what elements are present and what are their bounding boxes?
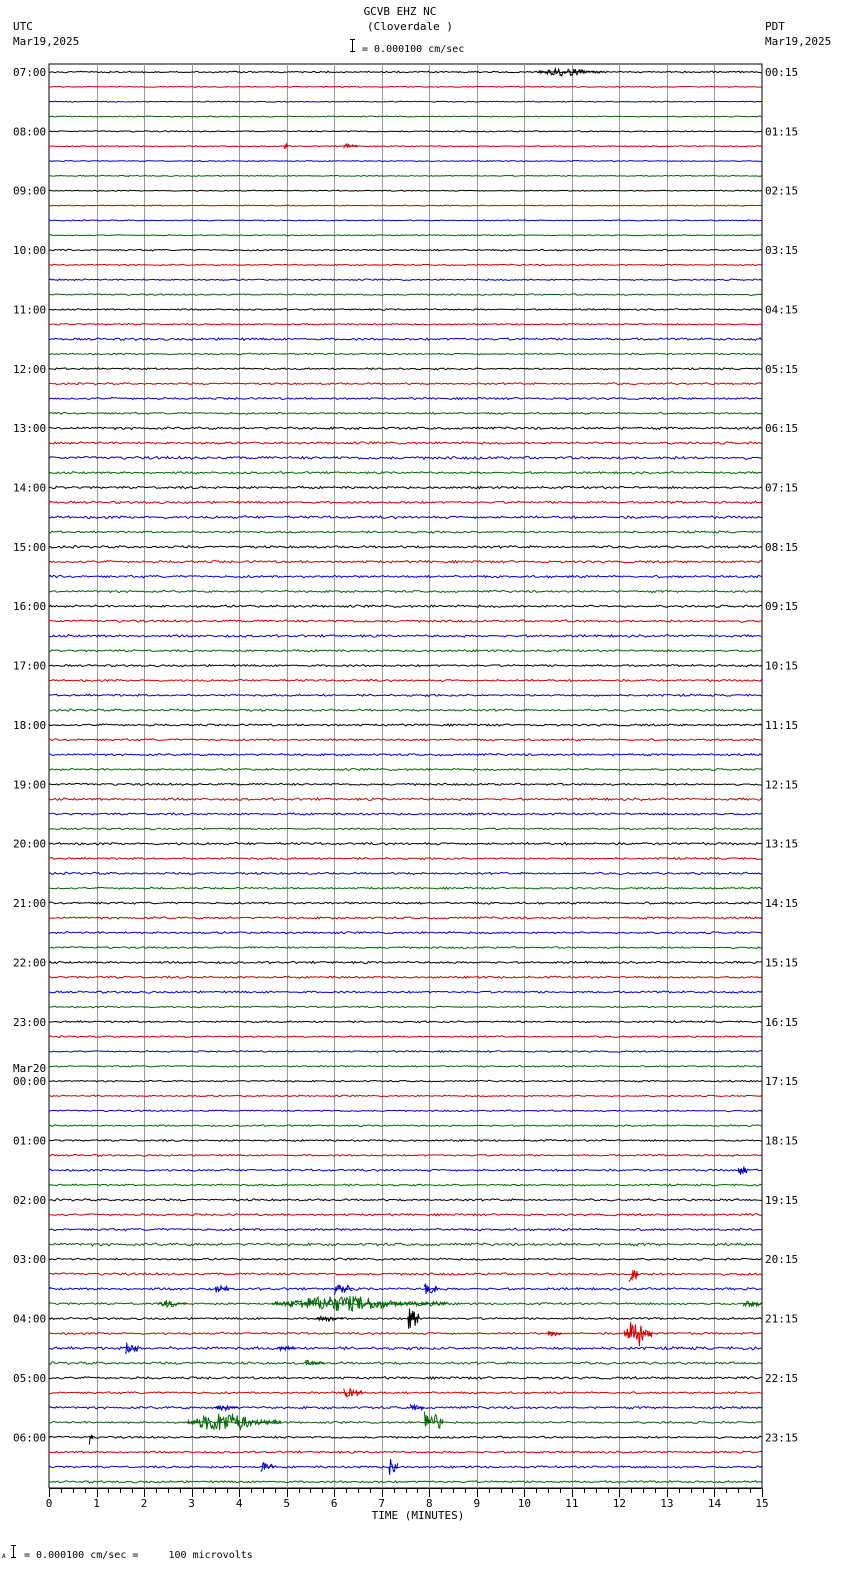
trace-line xyxy=(49,1258,762,1260)
trace-line xyxy=(49,1065,762,1067)
trace-line xyxy=(49,472,762,474)
trace-line xyxy=(49,1362,762,1365)
trace-line xyxy=(49,976,762,978)
trace-line xyxy=(49,175,762,176)
trace-line xyxy=(49,620,762,623)
utc-hour-label: 08:00 xyxy=(13,125,47,139)
trace-line xyxy=(49,798,762,801)
pdt-hour-label: 02:15 xyxy=(765,184,799,198)
x-tick-label: 4 xyxy=(235,1497,243,1510)
trace-line xyxy=(49,1451,762,1453)
utc-hour-label: 07:00 xyxy=(13,66,47,79)
trace-line xyxy=(49,456,762,459)
trace-line xyxy=(49,397,762,399)
trace-line xyxy=(49,1243,762,1246)
footer-scale-note: = 0.000100 cm/sec = 100 microvolts xyxy=(24,1550,253,1561)
utc-hour-label: 10:00 xyxy=(13,244,47,258)
trace-line xyxy=(49,709,762,711)
pdt-hour-label: 18:15 xyxy=(765,1134,799,1148)
trace-line xyxy=(49,768,762,770)
x-tick-label: 12 xyxy=(612,1497,627,1510)
trace-line xyxy=(49,1184,762,1186)
trace-line xyxy=(49,1051,762,1053)
x-tick-label: 3 xyxy=(188,1497,195,1510)
utc-hour-label: 06:00 xyxy=(13,1431,47,1445)
utc-hour-label: 18:00 xyxy=(13,718,47,732)
trace-line xyxy=(49,1006,762,1008)
trace-line xyxy=(49,501,762,503)
pdt-hour-label: 01:15 xyxy=(765,125,799,139)
x-tick-label: 13 xyxy=(660,1497,674,1510)
trace-line xyxy=(49,1199,762,1201)
pdt-hour-label: 12:15 xyxy=(765,778,799,792)
trace-line xyxy=(49,294,762,296)
utc-hour-label: 13:00 xyxy=(13,422,47,436)
pdt-hour-label: 11:15 xyxy=(765,718,799,732)
trace-line xyxy=(49,1214,762,1216)
pdt-hour-label: 16:15 xyxy=(765,1015,799,1029)
date-change-label: Mar20 xyxy=(13,1062,47,1076)
right-timezone: PDT xyxy=(765,20,785,33)
trace-line xyxy=(49,961,762,963)
x-tick-label: 6 xyxy=(330,1497,338,1510)
footer-marker: A xyxy=(2,1553,6,1560)
utc-hour-label: 15:00 xyxy=(13,540,47,554)
pdt-hour-label: 03:15 xyxy=(765,244,799,258)
trace-line xyxy=(49,546,762,549)
event-burst xyxy=(306,1360,324,1365)
trace-line xyxy=(49,235,762,236)
station-title: GCVB EHZ NC xyxy=(363,5,437,18)
trace-line xyxy=(49,902,762,904)
utc-hour-label: 01:00 xyxy=(13,1134,47,1148)
trace-line xyxy=(49,635,762,638)
trace-line xyxy=(49,486,762,489)
scale-label: = 0.000100 cm/sec xyxy=(362,44,465,55)
event-burst xyxy=(125,1343,139,1354)
trace-line xyxy=(49,1095,762,1097)
pdt-hour-label: 07:15 xyxy=(765,481,799,495)
trace-line xyxy=(49,932,762,934)
trace-line xyxy=(49,650,762,652)
trace-line xyxy=(49,309,762,311)
trace-line xyxy=(49,131,762,132)
trace-line xyxy=(49,679,762,681)
trace-line xyxy=(49,664,762,666)
trace-line xyxy=(49,516,762,519)
trace-line xyxy=(49,1332,762,1334)
trace-line xyxy=(49,249,762,251)
trace-line xyxy=(49,1481,762,1483)
time-axis xyxy=(46,1488,769,1510)
trace-line xyxy=(49,813,762,815)
utc-hour-label: 04:00 xyxy=(13,1312,47,1326)
trace-line xyxy=(49,947,762,949)
pdt-hour-label: 13:15 xyxy=(765,837,799,851)
utc-hour-label: 02:00 xyxy=(13,1193,47,1207)
trace-line xyxy=(49,190,762,191)
trace-line xyxy=(49,323,762,325)
trace-line xyxy=(49,1377,762,1380)
trace-line xyxy=(49,1036,762,1038)
trace-line xyxy=(49,842,762,845)
trace-line xyxy=(49,338,762,340)
trace-line xyxy=(49,442,762,445)
trace-line xyxy=(49,991,762,993)
x-tick-label: 5 xyxy=(283,1497,290,1510)
pdt-hour-label: 15:15 xyxy=(765,956,799,970)
x-tick-label: 11 xyxy=(565,1497,579,1510)
utc-hour-label: 03:00 xyxy=(13,1253,47,1267)
trace-line xyxy=(49,754,762,756)
trace-line xyxy=(49,590,762,592)
trace-line xyxy=(49,872,762,874)
event-burst xyxy=(334,1285,352,1295)
event-burst xyxy=(408,1309,419,1329)
trace-line xyxy=(49,783,762,785)
utc-hour-label: 00:00 xyxy=(13,1075,47,1089)
x-tick-label: 14 xyxy=(707,1497,722,1510)
event-burst xyxy=(89,1435,93,1445)
trace-line xyxy=(49,1347,762,1350)
event-burst xyxy=(158,1300,186,1307)
utc-hour-label: 14:00 xyxy=(13,481,47,495)
trace-line xyxy=(49,1436,762,1438)
trace-line xyxy=(49,383,762,385)
event-burst xyxy=(629,1270,638,1281)
trace-line xyxy=(49,1317,762,1319)
x-axis-label: TIME (MINUTES) xyxy=(371,1509,465,1522)
x-tick-label: 2 xyxy=(140,1497,148,1510)
trace-line xyxy=(49,1080,762,1082)
x-tick-label: 0 xyxy=(45,1497,53,1510)
trace-line xyxy=(49,368,762,370)
utc-hour-label: 23:00 xyxy=(13,1015,47,1029)
trace-line xyxy=(49,1139,762,1141)
trace-line xyxy=(49,116,762,117)
event-burst xyxy=(215,1406,238,1411)
utc-hour-label: 05:00 xyxy=(13,1371,47,1385)
trace-line xyxy=(49,575,762,578)
pdt-hour-label: 20:15 xyxy=(765,1253,799,1267)
trace-line xyxy=(49,531,762,533)
trace-line xyxy=(49,86,762,87)
trace-line xyxy=(49,828,762,830)
trace-line xyxy=(49,71,762,73)
trace-line xyxy=(49,427,762,430)
pdt-hour-label: 19:15 xyxy=(765,1193,799,1207)
trace-line xyxy=(49,1466,762,1468)
trace-line xyxy=(49,1125,762,1127)
x-tick-label: 7 xyxy=(378,1497,386,1510)
trace-line xyxy=(49,857,762,859)
trace-line xyxy=(49,101,762,102)
left-timezone: UTC xyxy=(13,20,33,33)
left-date: Mar19,2025 xyxy=(13,35,80,48)
utc-hour-label: 12:00 xyxy=(13,362,47,376)
pdt-hour-label: 09:15 xyxy=(765,600,799,614)
trace-line xyxy=(49,264,762,265)
trace-lines xyxy=(49,71,762,1483)
trace-line xyxy=(49,1154,762,1156)
pdt-hour-label: 10:15 xyxy=(765,659,799,673)
x-tick-label: 8 xyxy=(425,1497,433,1510)
trace-line xyxy=(49,205,762,206)
x-tick-label: 1 xyxy=(93,1497,100,1510)
pdt-hour-label: 23:15 xyxy=(765,1431,799,1445)
pdt-hour-label: 04:15 xyxy=(765,303,799,317)
trace-line xyxy=(49,739,762,741)
right-date: Mar19,2025 xyxy=(765,35,832,48)
pdt-hour-label: 00:15 xyxy=(765,66,799,79)
footer-scale-bar-icon xyxy=(11,1545,16,1558)
x-tick-label: 10 xyxy=(517,1497,531,1510)
trace-line xyxy=(49,1421,762,1423)
trace-line xyxy=(49,279,762,281)
trace-line xyxy=(49,917,762,919)
trace-line xyxy=(49,887,762,889)
trace-line xyxy=(49,353,762,355)
x-tick-label: 15 xyxy=(755,1497,769,1510)
trace-line xyxy=(49,1169,762,1171)
station-location: (Cloverdale ) xyxy=(366,20,454,33)
trace-line xyxy=(49,1228,762,1231)
trace-line xyxy=(49,1021,762,1023)
trace-line xyxy=(49,220,762,221)
trace-line xyxy=(49,1392,762,1394)
event-burst xyxy=(624,1322,652,1346)
pdt-hour-label: 22:15 xyxy=(765,1371,799,1385)
trace-line xyxy=(49,724,762,726)
trace-line xyxy=(49,1273,762,1276)
pdt-hour-label: 21:15 xyxy=(765,1312,799,1326)
trace-line xyxy=(49,160,762,161)
trace-line xyxy=(49,1288,762,1291)
pdt-hour-label: 06:15 xyxy=(765,422,799,436)
pdt-hour-label: 08:15 xyxy=(765,540,799,554)
utc-hour-label: 22:00 xyxy=(13,956,47,970)
utc-hour-label: 09:00 xyxy=(13,184,47,198)
trace-line xyxy=(49,605,762,608)
trace-line xyxy=(49,1406,762,1409)
pdt-hour-label: 05:15 xyxy=(765,362,799,376)
utc-hour-label: 19:00 xyxy=(13,778,47,792)
pdt-hour-label: 17:15 xyxy=(765,1075,799,1089)
trace-line xyxy=(49,560,762,563)
pdt-hour-label: 14:15 xyxy=(765,897,799,911)
event-burst xyxy=(425,1412,443,1429)
utc-hour-label: 16:00 xyxy=(13,600,47,614)
trace-line xyxy=(49,694,762,696)
utc-hour-label: 11:00 xyxy=(13,303,47,317)
x-tick-label: 9 xyxy=(473,1497,481,1510)
trace-line xyxy=(49,1110,762,1112)
trace-line xyxy=(49,412,762,414)
trace-line xyxy=(49,146,762,147)
event-burst xyxy=(344,1389,362,1398)
utc-hour-label: 20:00 xyxy=(13,837,47,851)
event-burst xyxy=(410,1404,424,1410)
utc-hour-label: 17:00 xyxy=(13,659,47,673)
utc-hour-label: 21:00 xyxy=(13,897,47,911)
